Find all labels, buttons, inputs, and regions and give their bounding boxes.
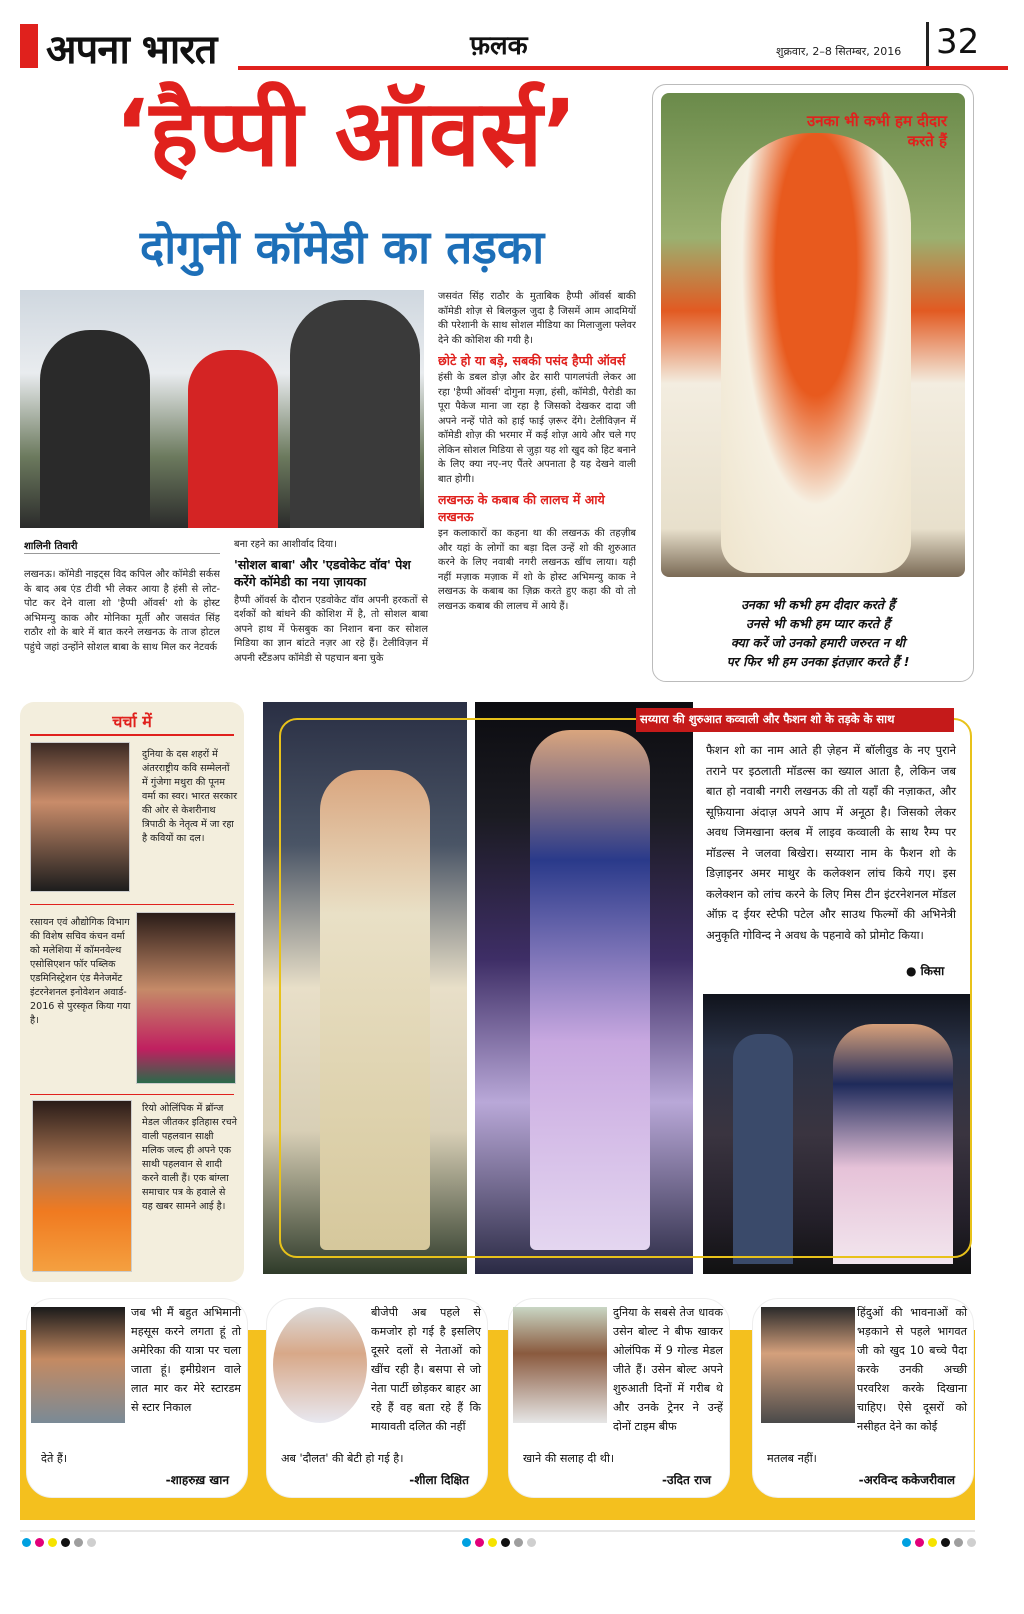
registration-dot [48, 1538, 57, 1547]
registration-dot [527, 1538, 536, 1547]
in-news-photo [30, 742, 130, 892]
quote-text: दुनिया के सबसे तेज धावक उसेन बोल्ट ने बीफ खाकर ओलंपिक में 9 गोल्ड मेडल जीते हैं। उसेन बोल्ट अपने शुरुआती दिनों में गरीब थे और उनके ट्रेनर ने उन्हें दोनों टाइम बीफ [613, 1306, 723, 1433]
article-paragraph: हंसी के डबल डोज़ और ढेर सारी पागलपंती लेकर आ रहा 'हैप्पी ऑवर्स' दोगुना मज़ा, हंसी, कॉमेडी, पैरोडी का पूरा पैकेज माना जा रहा है जिसको देखकर दादा जी अपने नन्हें पोते को हाई फाई ज़रूर देंगे। टेलीविज़न में कॉमेडी शोज़ की भरमार में कई शोज़ आये और चले गए लेकिन सोशल मिडिया से जुड़ा यह शो खुद को हिट बनाने के लिए क्या नए-नए पैंतरे अपनाता है यह देखने वाली बात होगी। [438, 372, 636, 485]
byline-rule [24, 553, 220, 554]
article-paragraph: लखनऊ। कॉमेडी नाइट्स विद कपिल और कॉमेडी सर्कस के बाद अब एंड टीवी भी लेकर आया है हंसी से लोट-पोट कर देने वाला शो 'हैप्पी ऑवर्स' शो के होस्ट अभिमन्यु काक और मोनिका मूर्ती और जसवंत सिंह राठौर शो के बारे में बात करने लखनऊ के ताज होटल पहुंचे जहां उन्होंने सोशल बाबा के साथ मिल कर नेटवर्क [24, 569, 220, 653]
fashion-credit: ● किसा [906, 964, 945, 978]
in-news-title: चर्चा में [112, 712, 152, 731]
article-column-left [24, 568, 220, 684]
registration-dot [462, 1538, 471, 1547]
page-number-separator [926, 22, 929, 68]
shayari-line: उनसे भी कभी हम प्यार करते हैं [746, 616, 890, 631]
in-news-divider [30, 904, 234, 905]
article-paragraph: इन कलाकारों का कहना था की लखनऊ की तहज़ीब और यहां के लोगों का बड़ा दिल उन्हें शो की शुरुआत करने के लिए नवाबी नगरी लखनऊ खींच लाया। यही नहीं मज़ाक मज़ाक में शो के होस्ट अभिमन्यु काक ने लखनऊ के कबाब का ज़िक्र करते हुए कहा की वो तो लखनऊ कबाब की लालच में आये हैं। [438, 528, 636, 612]
fashion-article: फैशन शो का नाम आते ही ज़ेहन में बॉलीवुड के नए पुराने तराने पर इठलाती मॉडल्स का ख्याल आता है, लेकिन जब बात हो नवाबी नगरी लखनऊ की तो यहाँ की नज़ाकत, और सूफ़ियाना अंदाज़ अपने आप में अनूठा है। जिसको लेकर अवध जिमखाना क्लब में लाइव कव्वाली के साथ रैम्प पर मॉडल्स ने जलवा बिखेरा। सय्यारा नाम के फैशन शो के डिज़ाइनर अमर माथुर के कलेक्शन लांच किये गए। इस कलेक्शन को लांच करने के लिए मिस टीन इंटरनेशनल मॉडल ऑफ़ द ईयर स्टेफी पटेल और साउथ फिल्मों की अभिनेत्री अनुकृति गोविन्द ने अवध के पहनावे को प्रोमोट किया। [706, 743, 956, 942]
photo-figure [721, 133, 911, 573]
in-news-rule [30, 734, 234, 736]
byline: शालिनी तिवारी [24, 541, 78, 552]
quote-author: -शीला दिक्षित [409, 1473, 469, 1487]
registration-dot [74, 1538, 83, 1547]
registration-dot [915, 1538, 924, 1547]
in-news-photo [32, 1100, 132, 1272]
photo-figure [40, 330, 150, 528]
registration-dot [61, 1538, 70, 1547]
article-subheading: छोटे हो या बड़े, सबकी पसंद हैप्पी ऑवर्स [438, 353, 626, 368]
registration-dot [501, 1538, 510, 1547]
quote-text: बीजेपी अब पहले से कमजोर हो गई है इसलिए दूसरे दलों से नेताओं को खींच रही है। बसपा से जो नेता पार्टी छोड़कर बाहर आ रहे हैं वह बता रहे हैं कि मायावती दलित की नहीं [371, 1306, 481, 1433]
quote-text-end: खाने की सलाह दी थी। [523, 1452, 615, 1465]
masthead-rule [238, 66, 1008, 70]
registration-dot [35, 1538, 44, 1547]
shayari-line: उनका भी कभी हम दीदार करते हैं [741, 597, 895, 612]
quote-photo [513, 1307, 607, 1423]
in-news-item: दुनिया के दस शहरों में अंतरराष्ट्रीय कवि सम्मेलनों में गुंजेगा मथुरा की पूनम वर्मा का स्वर। भारत सरकार की ओर से केशरीनाथ त्रिपाठी के नेतृत्व में जा रहा है कवियों का दल। [142, 749, 238, 844]
shayari-box [652, 84, 974, 682]
registration-dots-left [22, 1538, 96, 1547]
headline: ‘हैप्पी ऑवर्स’ [114, 80, 578, 187]
registration-dot [22, 1538, 31, 1547]
photo-figure [188, 350, 278, 528]
article-column-right [438, 290, 636, 684]
quote-text-end: देते हैं। [41, 1452, 68, 1465]
page-number: 32 [936, 22, 980, 62]
in-news-photo [136, 912, 236, 1084]
registration-dot [954, 1538, 963, 1547]
quote-photo [273, 1307, 367, 1423]
quote-bubble [26, 1298, 248, 1498]
subheadline: दोगुनी कॉमेडी का तड़का [139, 220, 545, 274]
comedians-photo [20, 290, 424, 528]
quote-text: जब भी मैं बहुत अभिमानी महसूस करने लगता हूं तो अमेरिका की यात्रा पर चला जाता हूं। इमीग्रेशन वाले लात मार कर मेरे स्टारडम से स्टार निकाल [131, 1306, 241, 1414]
registration-dot [475, 1538, 484, 1547]
quote-text: हिंदुओं की भावनाओं को भड़काने से पहले भागवत जी को खुद 10 बच्चे पैदा करके उनकी अच्छी परवरिश करके दिखाना चाहिए। ऐसे दूसरों को नसीहत देने का कोई [857, 1306, 967, 1433]
quote-author: -उदित राज [662, 1473, 711, 1487]
in-news-box [20, 702, 244, 1282]
registration-dots-right [902, 1538, 976, 1547]
registration-dot [902, 1538, 911, 1547]
quote-author: -अरविन्द ककेजरीवाल [858, 1473, 955, 1487]
quote-bubble [752, 1298, 974, 1498]
article-paragraph: हैप्पी ऑवर्स के दौरान एडवोकेट वॉव अपनी हरकतों से दर्शकों को बांधने की कोशिश में है, तो सोशल बाबा अपने हाथ में फेसबुक का निशान बना कर सोशल मिडिया का ज्ञान बांटते नज़र आ रहे हैं। टेलीविज़न में अपनी स्टैंडअप कॉमेडी से पहचान बना चुके [234, 594, 428, 664]
registration-dot [87, 1538, 96, 1547]
section-name: फ़लक [470, 31, 528, 61]
in-news-item: रियो ओलिंपिक में ब्रॉन्ज मेडल जीतकर इतिहास रचने वाली पहलवान साक्षी मलिक जल्द ही अपने एक साथी पहलवान से शादी करने वाली हैं। एक बांग्ला समाचार पत्र के हवाले से यह खबर सामने आई है। [142, 1103, 237, 1212]
model-photo [661, 93, 965, 577]
registration-dot [967, 1538, 976, 1547]
in-news-divider [30, 1094, 234, 1095]
shayari-verse [683, 595, 953, 671]
shayari-title: उनका भी कभी हम दीदार करते हैं [807, 112, 947, 150]
registration-dot [928, 1538, 937, 1547]
quote-text-end: अब 'दौलत' की बेटी हो गई है। [281, 1452, 404, 1465]
footer-rule [20, 1530, 975, 1532]
registration-dots-center [462, 1538, 536, 1547]
quote-author: -शाहरुख़ खान [165, 1473, 229, 1487]
photo-figure [290, 300, 420, 528]
article-subheading: लखनऊ के कबाब की लालच में आये लखनऊ [438, 492, 605, 524]
article-paragraph: जसवंत सिंह राठौर के मुताबिक हैप्पी ऑवर्स बाकी कॉमेडी शोज़ से बिलकुल जुदा है जिसमें आम आदमियों की परेशानी के साथ सोशल मीडिया का मिलाजुला फ्लेवर देने की कोशिश की गयी है। [438, 291, 636, 346]
registration-dot [941, 1538, 950, 1547]
quote-photo [761, 1307, 855, 1423]
quote-text-end: मतलब नहीं। [767, 1452, 817, 1465]
article-paragraph: बना रहने का आशीर्वाद दिया। [234, 539, 337, 550]
article-column-middle [234, 538, 428, 684]
masthead [20, 18, 1010, 72]
quote-photo [31, 1307, 125, 1423]
quote-bubble [266, 1298, 488, 1498]
article-subheading: 'सोशल बाबा' और 'एडवोकेट वॉव' पेश करेंगे कॉमेडी का नया ज़ायका [234, 556, 411, 589]
in-news-item: रसायन एवं औद्योगिक विभाग की विशेष सचिव कंचन वर्मा को मलेशिया में कॉमनवेल्थ एसोसिएशन फॉर पब्लिक एडमिनिस्ट्रेशन एंड मैनेजमेंट इंटरनेशनल इनोवेशन अवार्ड- 2016 से पुरस्कृत किया गया है। [30, 917, 131, 1026]
issue-date: शुक्रवार, 2–8 सितम्बर, 2016 [776, 45, 902, 58]
newspaper-name: अपना भारत [46, 27, 217, 73]
registration-dot [514, 1538, 523, 1547]
masthead-red-block [20, 24, 38, 68]
quote-bubble [508, 1298, 730, 1498]
registration-dot [488, 1538, 497, 1547]
shayari-line: क्या करें जो उनको हमारी जरुरत न थी [730, 635, 906, 650]
shayari-line: पर फिर भी हम उनका इंतज़ार करते हैं ! [726, 654, 910, 669]
fashion-heading: सय्यारा की शुरुआत कव्वाली और फैशन शो के तड़के के साथ [640, 712, 895, 726]
